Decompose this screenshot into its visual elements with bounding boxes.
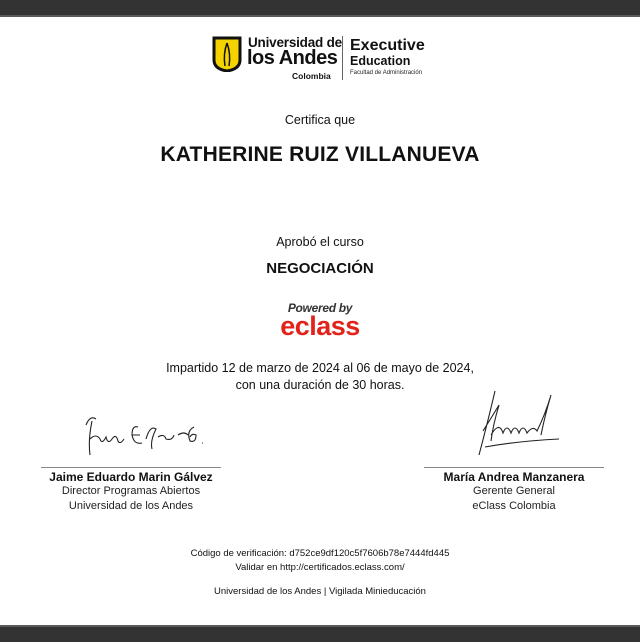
footer-text: Universidad de los Andes | Vigilada Minieducación bbox=[214, 586, 426, 597]
signature-right-icon bbox=[429, 385, 599, 467]
powered-by-label: Powered by bbox=[287, 301, 353, 315]
signatory-right-name: María Andrea Manzanera bbox=[443, 470, 585, 484]
verification-block bbox=[0, 547, 640, 575]
signature-block-right bbox=[414, 385, 614, 514]
logo-university-line3: Colombia bbox=[292, 71, 331, 81]
approved-course-label: Aprobó el curso bbox=[276, 235, 364, 249]
logo-university-line1: Universidad de bbox=[248, 35, 342, 50]
signature-left-icon bbox=[46, 405, 216, 467]
course-name: NEGOCIACIÓN bbox=[266, 260, 374, 277]
logo-divider bbox=[342, 36, 343, 80]
signatory-left-role: Director Programas Abiertos bbox=[61, 485, 201, 497]
validation-url[interactable]: Validar en http://certificados.eclass.com/ bbox=[235, 562, 405, 573]
signatory-right-organization: eClass Colombia bbox=[472, 500, 556, 512]
top-dark-bar bbox=[0, 0, 640, 17]
uniandes-shield-icon bbox=[212, 36, 242, 72]
logo-exec-line1: Executive bbox=[350, 37, 425, 54]
verification-code: Código de verificación: d752ce9df120c5f7606b78e7444fd445 bbox=[190, 548, 450, 559]
bottom-dark-bar bbox=[0, 625, 640, 642]
signatory-left-organization: Universidad de los Andes bbox=[68, 500, 194, 512]
signature-line-left bbox=[41, 467, 221, 468]
certifies-label: Certifica que bbox=[284, 113, 356, 127]
logo-exec-line3: Facultad de Administración bbox=[350, 70, 423, 76]
signatory-right-role: Gerente General bbox=[473, 485, 555, 497]
signature-line-right bbox=[424, 467, 604, 468]
eclass-logo: eclass bbox=[280, 311, 360, 341]
university-logo bbox=[212, 34, 432, 82]
logo-university-line2: los Andes bbox=[247, 47, 338, 69]
signature-block-left bbox=[31, 405, 231, 514]
course-duration-line: con una duración de 30 horas. bbox=[235, 378, 405, 392]
signatory-left-name: Jaime Eduardo Marin Gálvez bbox=[49, 470, 213, 484]
logo-exec-line2: Education bbox=[350, 54, 411, 68]
recipient-name: KATHERINE RUIZ VILLANUEVA bbox=[160, 143, 480, 166]
course-dates-line1: Impartido 12 de marzo de 2024 al 06 de mayo de 2024, bbox=[166, 361, 474, 375]
